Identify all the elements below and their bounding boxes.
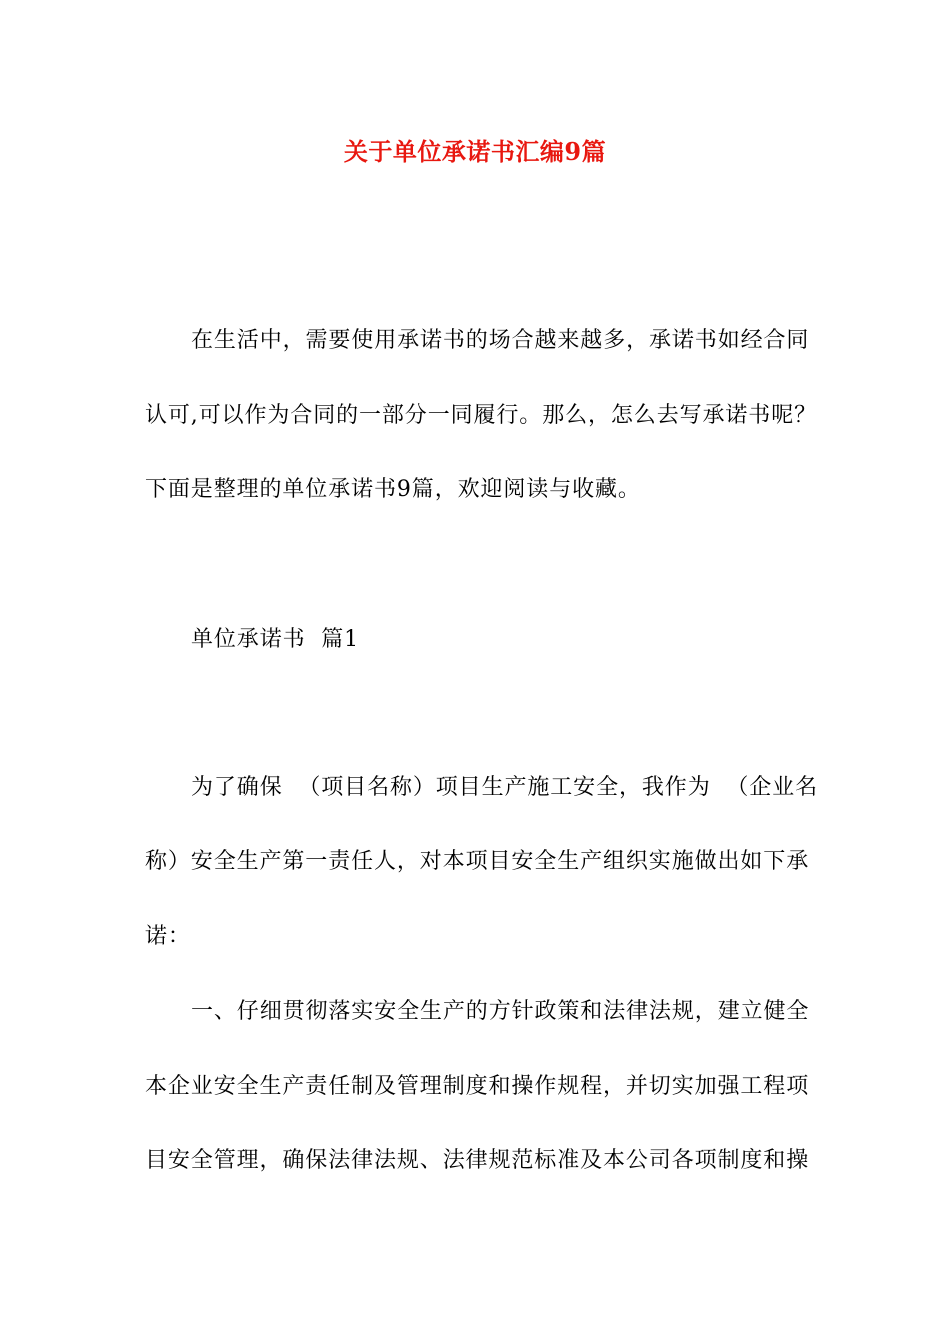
intro-line-3: 下面是整理的单位承诺书9篇，欢迎阅读与收藏。 [145,477,641,502]
paragraph-1-line-2: 称）安全生产第一责任人，对本项目安全生产组织实施做出如下承 [145,849,810,874]
paragraph-2-line-2: 本企业安全生产责任制及管理制度和操作规程，并切实加强工程项 [145,1074,810,1099]
paragraph-2-line-3: 目安全管理，确保法律法规、法律规范标准及本公司各项制度和操 [145,1148,810,1173]
paragraph-2-line-1: 一、仔细贯彻落实安全生产的方针政策和法律法规，建立健全 [191,999,810,1024]
intro-line-2: 认可,可以作为合同的一部分一同履行。那么，怎么去写承诺书呢？ [145,403,817,428]
section-heading: 单位承诺书 篇1 [191,627,360,652]
intro-line-1: 在生活中，需要使用承诺书的场合越来越多，承诺书如经合同 [191,328,810,353]
document-title: 关于单位承诺书汇编9篇 [343,137,607,166]
paragraph-1-line-3: 诺： [145,924,191,949]
paragraph-1-line-1: 为了确保 （项目名称）项目生产施工安全，我作为 （企业名 [191,775,818,800]
